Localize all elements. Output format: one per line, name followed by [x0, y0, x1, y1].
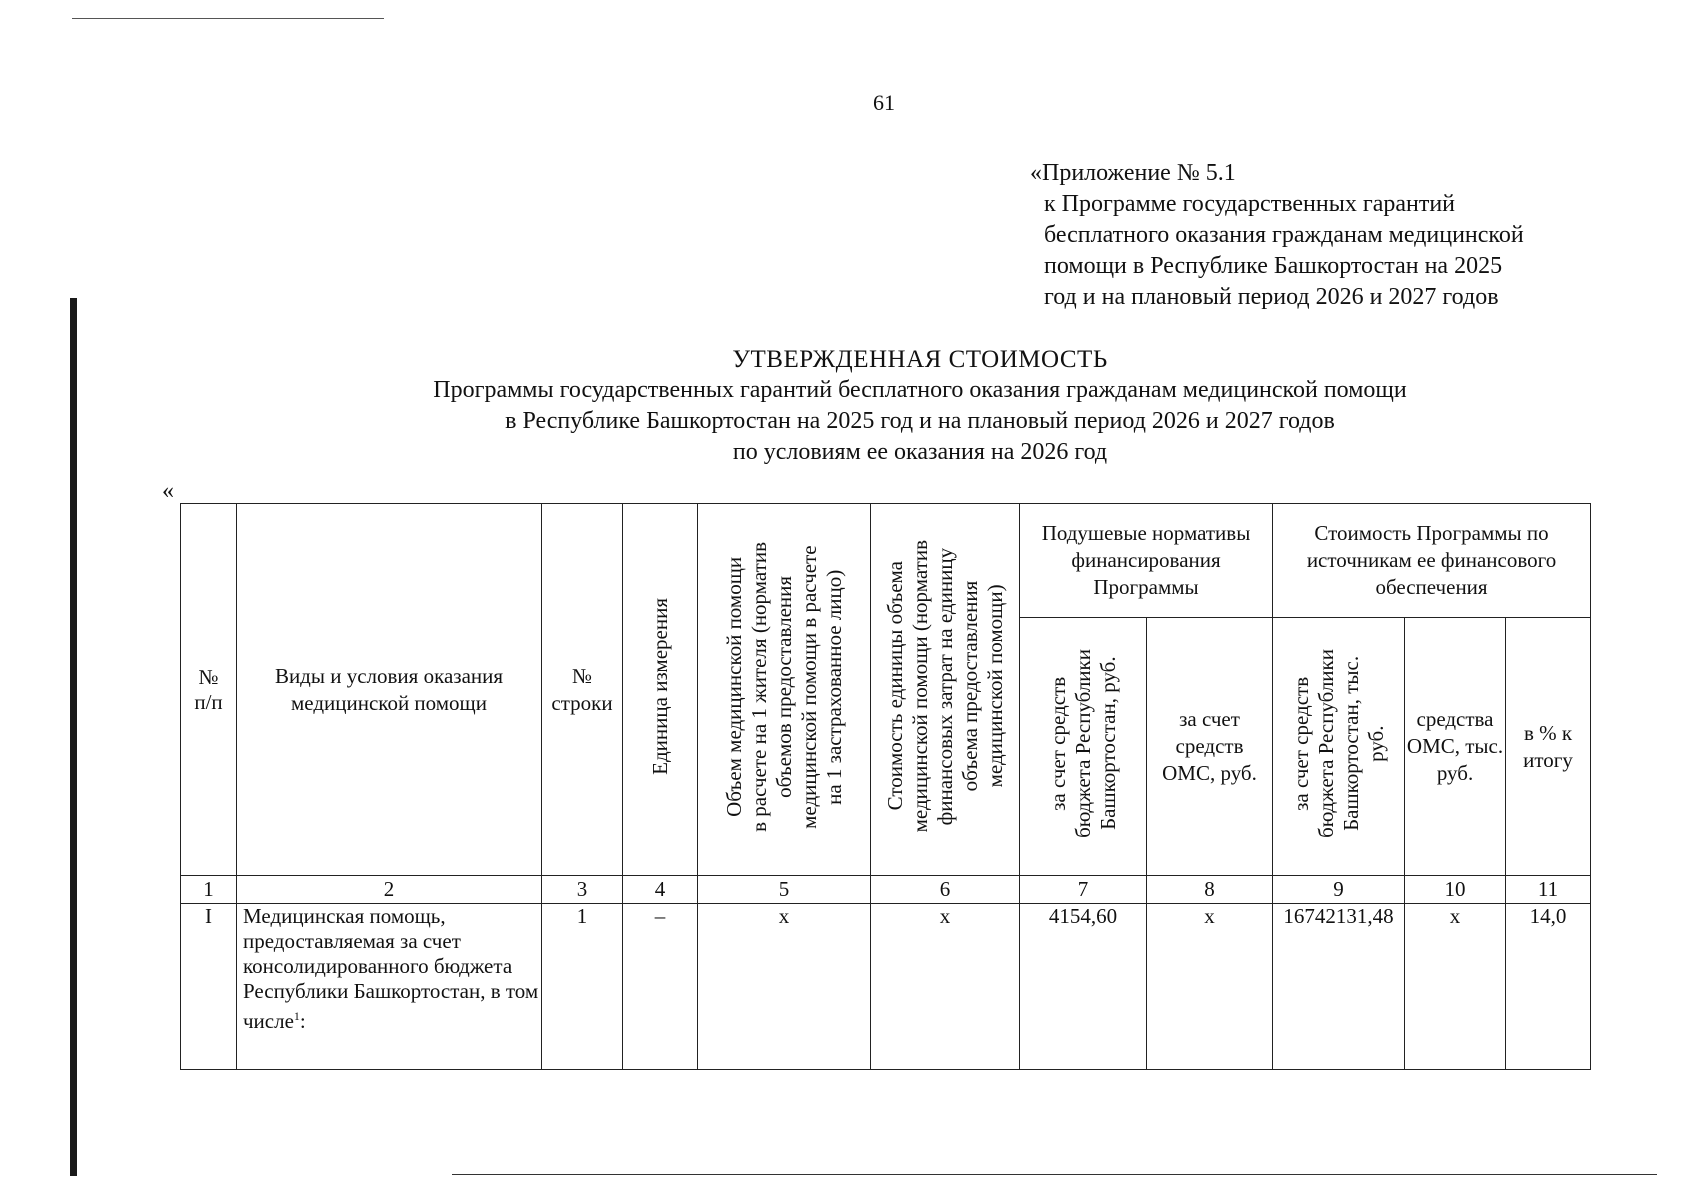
- appendix-line: помощи в Республике Башкортостан на 2025: [1044, 253, 1503, 279]
- column-number: 11: [1506, 876, 1591, 904]
- header-unit-text: Единица измерения: [647, 598, 672, 775]
- cell-description: [237, 904, 542, 1070]
- header-cost-percent: в % к итогу: [1506, 618, 1591, 876]
- cell-unit: –: [623, 904, 698, 1070]
- appendix-line: к Программе государственных гарантий: [1044, 191, 1456, 217]
- cell-volume: х: [698, 904, 871, 1070]
- column-number: 1: [181, 876, 237, 904]
- cell-row-number: 1: [542, 904, 623, 1070]
- page-number: 61: [873, 90, 895, 115]
- column-number: 7: [1020, 876, 1147, 904]
- column-number-row: [181, 876, 1591, 904]
- header-types: Виды и условия оказания медицинской помощи: [237, 504, 542, 876]
- header-cost-unit-text: Стоимость единицы объема медицинской помощи (норматив финансовых затрат на единицу объема предоставления медицинской помощи): [882, 540, 1007, 833]
- cell-cost-oms: х: [1405, 904, 1506, 1070]
- cell-num: I: [181, 904, 237, 1070]
- header-per-capita-budget-text: за счет средств бюджета Республики Башкортостан, руб.: [1045, 649, 1120, 838]
- column-number: 2: [237, 876, 542, 904]
- table-row: [181, 904, 1591, 1070]
- header-cost-unit: [871, 504, 1020, 876]
- cell-cost-budget: 16742131,48: [1273, 904, 1405, 1070]
- document-subtitle-line: по условиям ее оказания на 2026 год: [732, 439, 1108, 465]
- appendix-line: бесплатного оказания гражданам медицинской: [1044, 222, 1524, 248]
- binding-edge-bar: [70, 298, 77, 1176]
- header-cost-oms: средства ОМС, тыс. руб.: [1405, 618, 1506, 876]
- top-rule: [72, 18, 384, 19]
- appendix-line: «Приложение № 5.1: [1030, 160, 1236, 186]
- header-volume-text: Объем медицинской помощи в расчете на 1 жителя (норматив объемов предоставления медицинской помощи в расчете на 1 застрахованное лицо): [721, 541, 846, 832]
- cell-per-capita-oms: х: [1147, 904, 1273, 1070]
- opening-quote-mark: «: [162, 478, 174, 504]
- cell-per-capita-budget: 4154,60: [1020, 904, 1147, 1070]
- header-per-capita-oms: за счет средств ОМС, руб.: [1147, 618, 1273, 876]
- footnote-marker: 1: [293, 1009, 300, 1023]
- cell-cost-percent: 14,0: [1506, 904, 1591, 1070]
- document-subtitle-line: Программы государственных гарантий бесплатного оказания гражданам медицинской помощи: [433, 377, 1407, 403]
- cell-description-tail: :: [299, 1009, 306, 1033]
- column-number: 5: [698, 876, 871, 904]
- header-cost-budget: [1273, 618, 1405, 876]
- document-title: УТВЕРЖДЕННАЯ СТОИМОСТЬ: [732, 346, 1108, 373]
- cell-description-text: Медицинская помощь, предоставляемая за счет консолидированного бюджета Республики Башкортостан, в том числе: [243, 904, 539, 1033]
- header-cost-budget-text: за счет средств бюджета Республики Башкортостан, тыс. руб.: [1288, 649, 1388, 838]
- header-per-capita-budget: [1020, 618, 1147, 876]
- header-num: № п/п: [181, 504, 237, 876]
- header-per-capita-group: Подушевые нормативы финансирования Программы: [1020, 504, 1273, 618]
- header-volume: [698, 504, 871, 876]
- program-cost-table: [180, 503, 1591, 1070]
- document-title-block: [330, 344, 1510, 468]
- header-unit: [623, 504, 698, 876]
- column-number: 8: [1147, 876, 1273, 904]
- appendix-block: [1030, 158, 1524, 313]
- header-row-number: № строки: [542, 504, 623, 876]
- cell-cost-unit: х: [871, 904, 1020, 1070]
- document-subtitle-line: в Республике Башкортостан на 2025 год и на плановый период 2026 и 2027 годов: [505, 408, 1335, 434]
- appendix-line: год и на плановый период 2026 и 2027 годов: [1044, 284, 1499, 310]
- column-number: 3: [542, 876, 623, 904]
- column-number: 4: [623, 876, 698, 904]
- header-cost-group: Стоимость Программы по источникам ее финансового обеспечения: [1273, 504, 1591, 618]
- column-number: 10: [1405, 876, 1506, 904]
- column-number: 6: [871, 876, 1020, 904]
- column-number: 9: [1273, 876, 1405, 904]
- bottom-rule: [452, 1174, 1657, 1175]
